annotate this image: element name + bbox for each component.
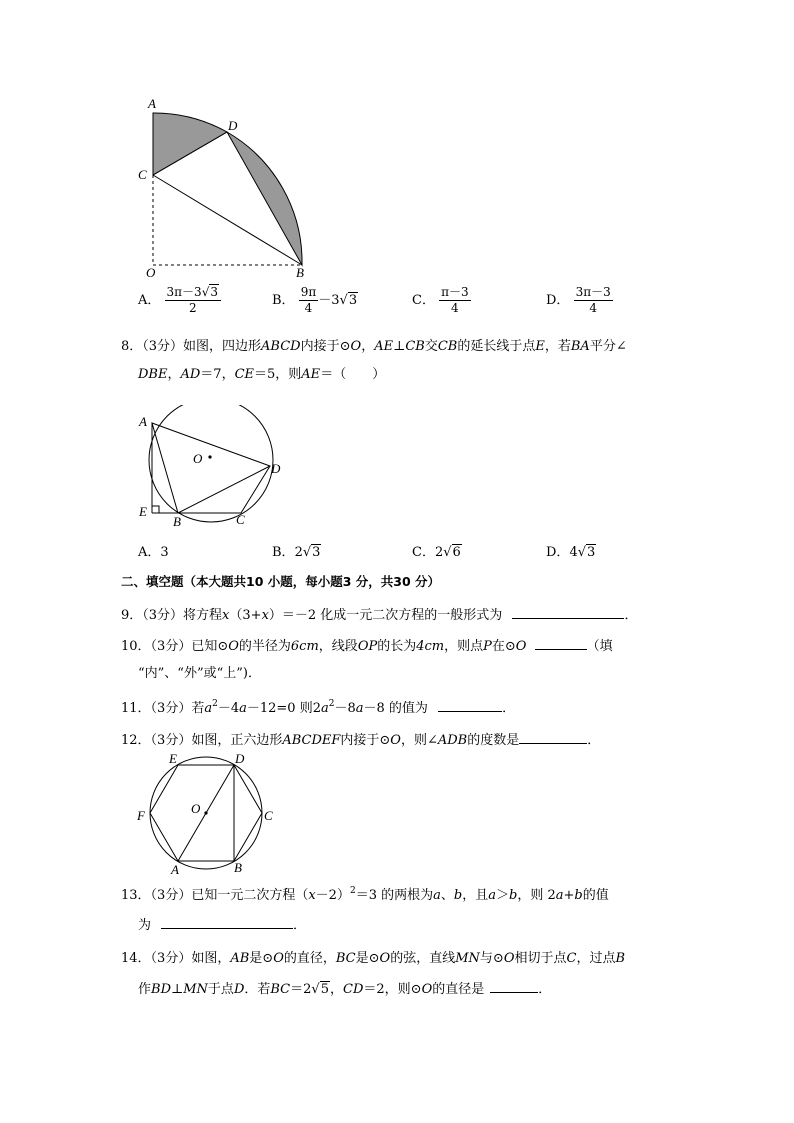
answer-blank[interactable]	[535, 637, 587, 650]
fraction: $\frac{3\pi-3√3}{2}$	[165, 285, 221, 316]
label-b: B	[173, 514, 181, 529]
shaded-region-ac-d	[153, 113, 227, 175]
q12-figure	[134, 750, 284, 875]
right-angle-mark	[152, 506, 159, 513]
answer-blank[interactable]	[512, 606, 624, 619]
quadrilateral-abcd	[152, 423, 270, 513]
fraction: $\frac{9\pi}{4}$	[300, 285, 317, 315]
q13-stem-line2: 为 ．	[138, 918, 307, 933]
q8-stem-line1: 8．（3分）如图，四边形ABCD内接于⊙O，AE⊥CB交CB的延长线于点E，若BA平分∠	[121, 339, 627, 354]
q8-option-d[interactable]: D．4√3	[546, 545, 596, 560]
label-e: E	[139, 504, 147, 519]
option-letter: D．	[546, 293, 570, 308]
q8-stem-line2: DBE，AD＝7，CE＝5，则AE＝（ ）	[138, 367, 386, 382]
shaded-region-d-b	[227, 132, 302, 265]
label-o: O	[193, 451, 203, 466]
label-c: C	[264, 808, 273, 823]
answer-blank[interactable]	[519, 731, 587, 744]
q8-option-c[interactable]: C．2√6	[412, 545, 461, 560]
q14-stem-line1: 14．（3分）如图，AB是⊙O的直径，BC是⊙O的弦，直线MN与⊙O相切于点C，过点B	[121, 951, 626, 966]
q7-option-c[interactable]	[412, 285, 471, 316]
q8-figure	[130, 405, 290, 535]
option-letter: B．	[272, 293, 295, 308]
option-letter: C．	[412, 293, 435, 308]
segment-b-d	[178, 466, 270, 513]
q10-stem-line2: “内”、“外”或“上”)．	[138, 666, 261, 681]
label-d: D	[228, 118, 238, 133]
label-d: D	[235, 751, 245, 766]
circle-o	[149, 405, 273, 522]
answer-blank[interactable]	[438, 699, 502, 712]
q10-stem-line1: 10．（3分）已知⊙O的半径为6cm，线段OP的长为4cm，则点P在⊙O （填	[121, 639, 613, 654]
label-o: O	[191, 801, 201, 816]
q7-figure	[130, 95, 320, 280]
fraction: $\frac{\pi-3}{4}$	[441, 285, 469, 315]
q8-option-a[interactable]: A．3	[138, 545, 169, 560]
label-c: C	[236, 512, 245, 527]
q14-stem-line2: 作BD⊥MN于点D．若BC＝2√5，CD＝2，则⊙O的直径是 ．	[138, 982, 552, 997]
label-f: F	[137, 808, 145, 823]
label-b: B	[296, 265, 304, 280]
label-e: E	[169, 751, 177, 766]
label-a: A	[171, 862, 179, 875]
fraction: $\frac{3\pi-3}{4}$	[575, 285, 611, 315]
answer-blank[interactable]	[161, 916, 293, 929]
option-letter: A．	[138, 293, 161, 308]
q7-option-d[interactable]	[546, 285, 613, 316]
label-d: D	[271, 461, 281, 476]
q8-option-b[interactable]: B．2√3	[272, 545, 321, 560]
section-heading: 二、填空题（本大题共10 小题，每小题3 分，共30 分）	[121, 574, 441, 589]
label-a: A	[139, 414, 147, 429]
q13-stem-line1: 13．（3分）已知一元二次方程$(x-2)^2=3$ 的两根为a、b，且a＞b，则 2a+b的值	[121, 886, 609, 903]
label-b: B	[234, 860, 242, 875]
label-c: C	[138, 167, 147, 182]
center-dot	[208, 455, 211, 458]
q7-option-a[interactable]	[138, 285, 221, 316]
label-a: A	[148, 96, 156, 111]
label-o: O	[146, 265, 156, 280]
q7-option-b[interactable]: B． $\frac{9\pi}{4}$ －3√3	[272, 285, 358, 315]
q12-stem: 12．（3分）如图，正六边形ABCDEF内接于⊙O，则∠ADB的度数是 ．	[121, 733, 601, 748]
answer-blank[interactable]	[490, 980, 538, 993]
q9-stem: 9．（3分）将方程x（3+x）＝－2 化成一元二次方程的一般形式为 ．	[121, 608, 638, 623]
center-dot	[204, 811, 207, 814]
q11-stem: 11．（3分）若$a^2-4a-12=0$ 则$2a^2-8a-8$ 的值为 ．	[121, 699, 516, 716]
